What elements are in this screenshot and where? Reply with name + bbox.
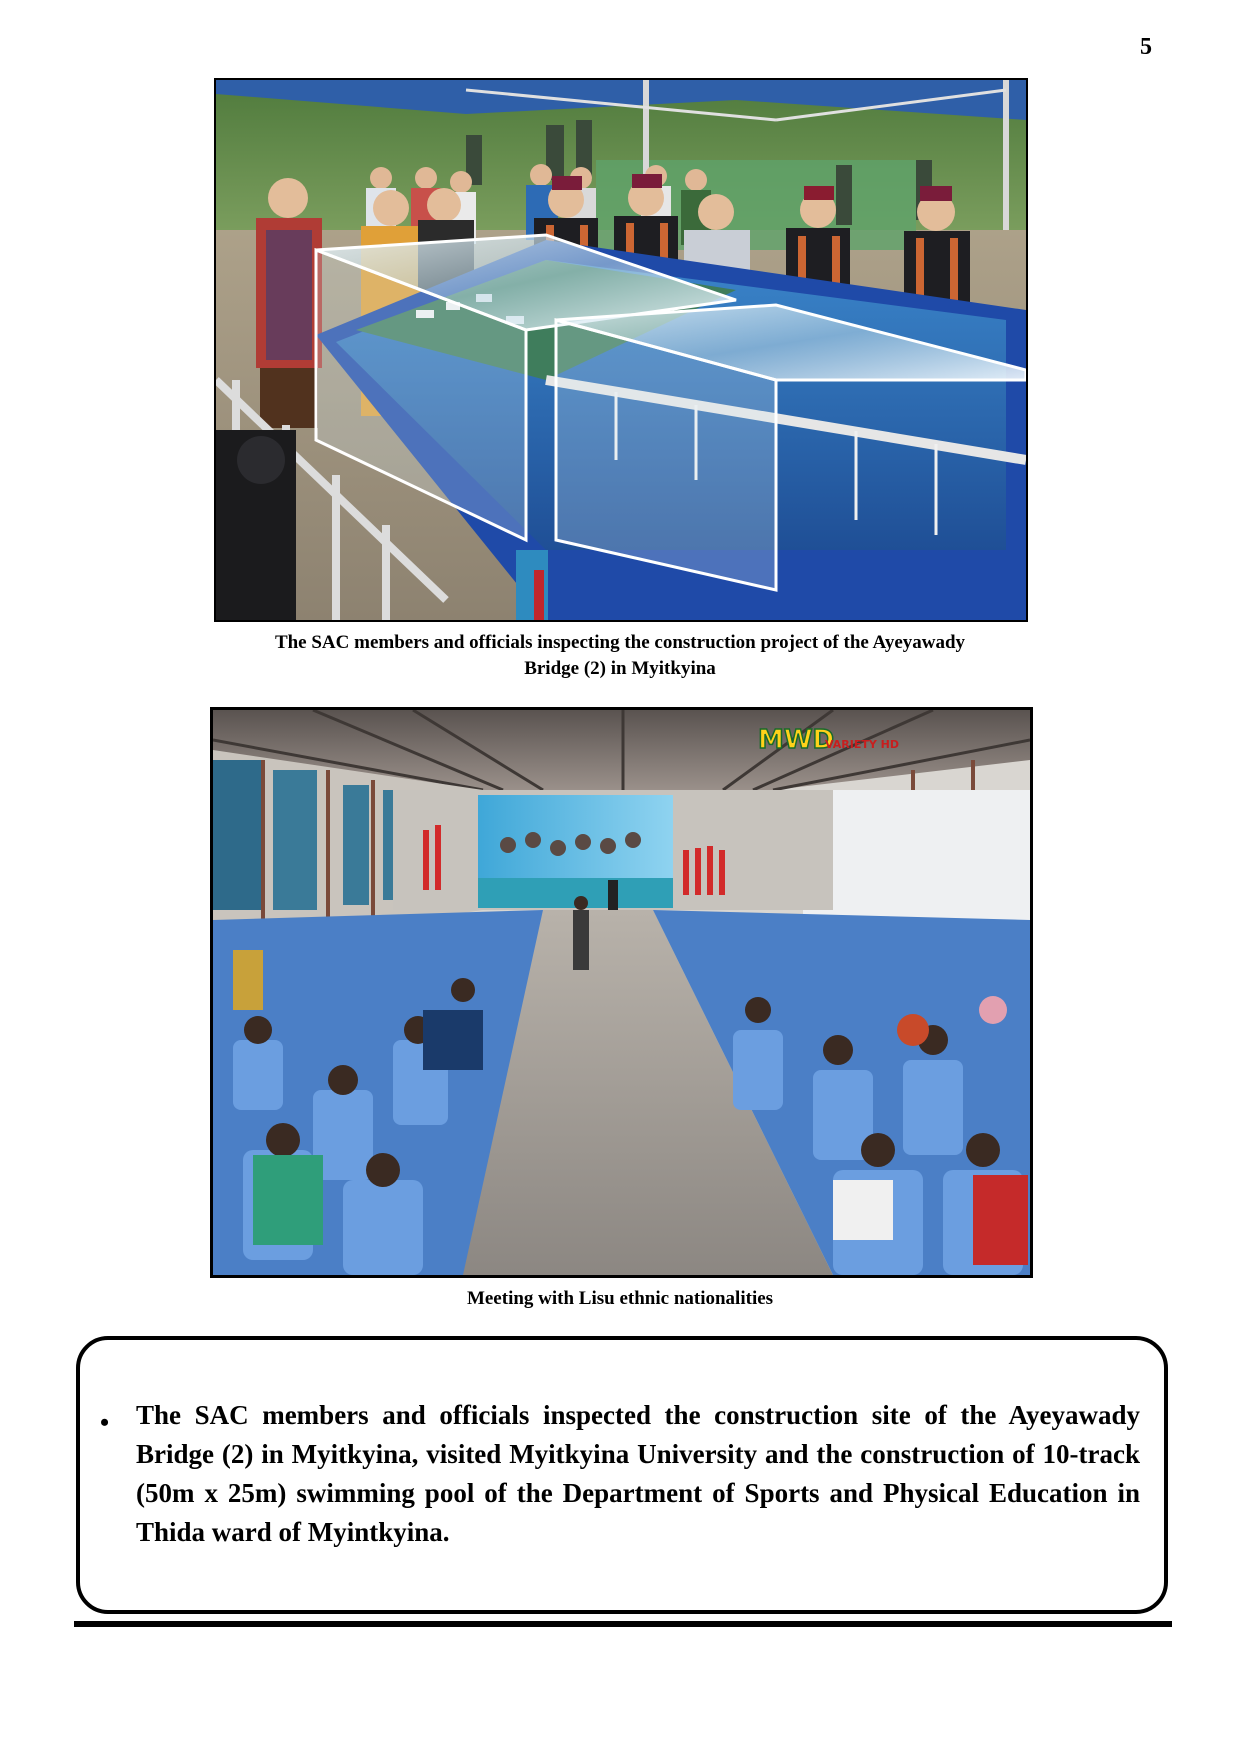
bridge-model-inspection-photo xyxy=(214,78,1028,622)
bullet-marker: • xyxy=(100,1408,110,1437)
logo-mark: MWD xyxy=(758,725,835,755)
summary-box xyxy=(76,1336,1168,1614)
caption-line: Bridge (2) in Myitkyina xyxy=(524,658,716,679)
bottom-rule xyxy=(74,1621,1172,1627)
lisu-meeting-photo xyxy=(210,707,1033,1278)
bridge-model-inspection-illustration xyxy=(216,80,1026,620)
page-number: 5 xyxy=(1140,34,1152,60)
logo-subtitle: VARIETY HD xyxy=(825,738,899,751)
summary-text: The SAC members and officials inspected the construction site of the Ayeyawady Bridge (2) in Myitkyina, visited Myitkyina University and the construction of 10-track (50m x 25m) swimming pool of the Department of Sports and Physical Education in Thida ward of Myintkyina. xyxy=(136,1400,1140,1547)
caption-line: The SAC members and officials inspecting the construction project of the Ayeyawady xyxy=(274,632,966,653)
photo-caption-bridge-inspection xyxy=(0,630,1240,682)
lisu-meeting-illustration xyxy=(213,710,1030,1275)
photo-caption-lisu-meeting: Meeting with Lisu ethnic nationalities xyxy=(466,1288,774,1309)
